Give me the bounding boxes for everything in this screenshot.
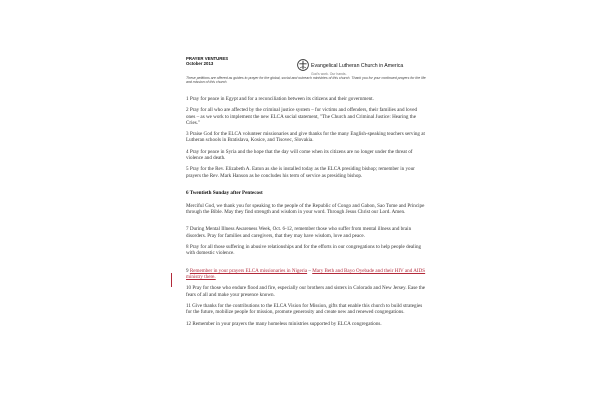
prayer-item: 12 Remember in your prayers the many homeless ministries supported by ELCA congregations. <box>186 320 382 327</box>
prayer-item: 5 Pray for the Rev. Elizabeth A. Eaton as she is installed today as the ELCA presiding bishop; remember in your prayers the Rev. Mark Hanson as he concludes his term of service as presiding bishop. <box>186 166 415 179</box>
prayer-item: 2 Pray for all who are affected by the criminal justice system – for victims and offenders, their families and loved ones – as we work to implement the new ELCA social statement, "The Church and Criminal Justice: Hearing the Cries." <box>186 107 418 126</box>
doc-title: PRAYER VENTURES <box>186 56 229 61</box>
document-header <box>180 40 430 77</box>
org-name: Evangelical Lutheran Church in America <box>311 63 404 69</box>
prayer-item: 10 Pray for those who endure flood and fire, especially our brothers and sisters in Colorado and New Jersey. Ease the fears of all and make your presence known. <box>186 285 426 298</box>
document-page <box>180 40 430 400</box>
prayer-item: 8 Pray for all those suffering in abusive relationships and for the efforts in our congregations to help people dealing with domestic violence. <box>186 243 422 257</box>
prayer-item <box>186 184 426 221</box>
prayer-text: Merciful God, we thank you for speaking to the people of the Republic of Congo and Gabon, Sao Tome and Principe through the Bible. May they find strength and wisdom in your word. Through Jesus Christ our Lord. Amen. <box>186 202 425 215</box>
cross-logo-icon <box>297 59 309 71</box>
prayer-list <box>186 96 426 332</box>
ministry-link[interactable]: Mary Beth and Bayo Oyebade and their HIV and AIDS ministry there. <box>186 267 426 280</box>
title-block <box>186 56 228 66</box>
elca-logo <box>297 54 403 76</box>
missionaries-link[interactable]: Remember in your prayers ELCA missionaries in Nigeria <box>189 267 308 274</box>
doc-date: October 2013 <box>186 61 214 67</box>
change-marker-bar <box>171 273 172 287</box>
separator: – <box>307 267 313 274</box>
prayer-item: 1 Pray for peace in Egypt and for a reconciliation between its citizens and their government. <box>186 96 374 102</box>
prayer-number: 9 <box>186 267 190 274</box>
prayer-item: 4 Pray for peace in Syria and the hope that the day will come when its citizens are no longer under the threat of violence and death. <box>186 148 413 161</box>
prayer-item-linked <box>186 262 426 281</box>
prayer-item: 11 Give thanks for the contributions to the ELCA Vision for Mission, gifts that enable this church to build strategies for the future, mobilize people for mission, promote generosity and create new and renewed congregations. <box>186 302 423 316</box>
org-tagline: God's work. Our hands. <box>311 72 347 77</box>
intro-text: These petitions are offered as guides to prayer for the global, social and outreach ministries of this church. Thank you for your continued prayers for the life and mission of this church. <box>186 76 426 85</box>
prayer-item: 7 During Mental Illness Awareness Week, Oct. 6-12, remember those who suffer from mental illness and brain disorders. Pray for families and caregivers, that they may have wisdom, love and peace. <box>186 226 412 239</box>
prayer-heading: 6 Twentieth Sunday after Pentecost <box>186 190 263 197</box>
prayer-item: 3 Praise God for the ELCA volunteer missionaries and give thanks for the many English-speaking teachers serving at Lutheran schools in Bratislava, Kosice, and Tisovec, Slovakia. <box>186 131 425 144</box>
